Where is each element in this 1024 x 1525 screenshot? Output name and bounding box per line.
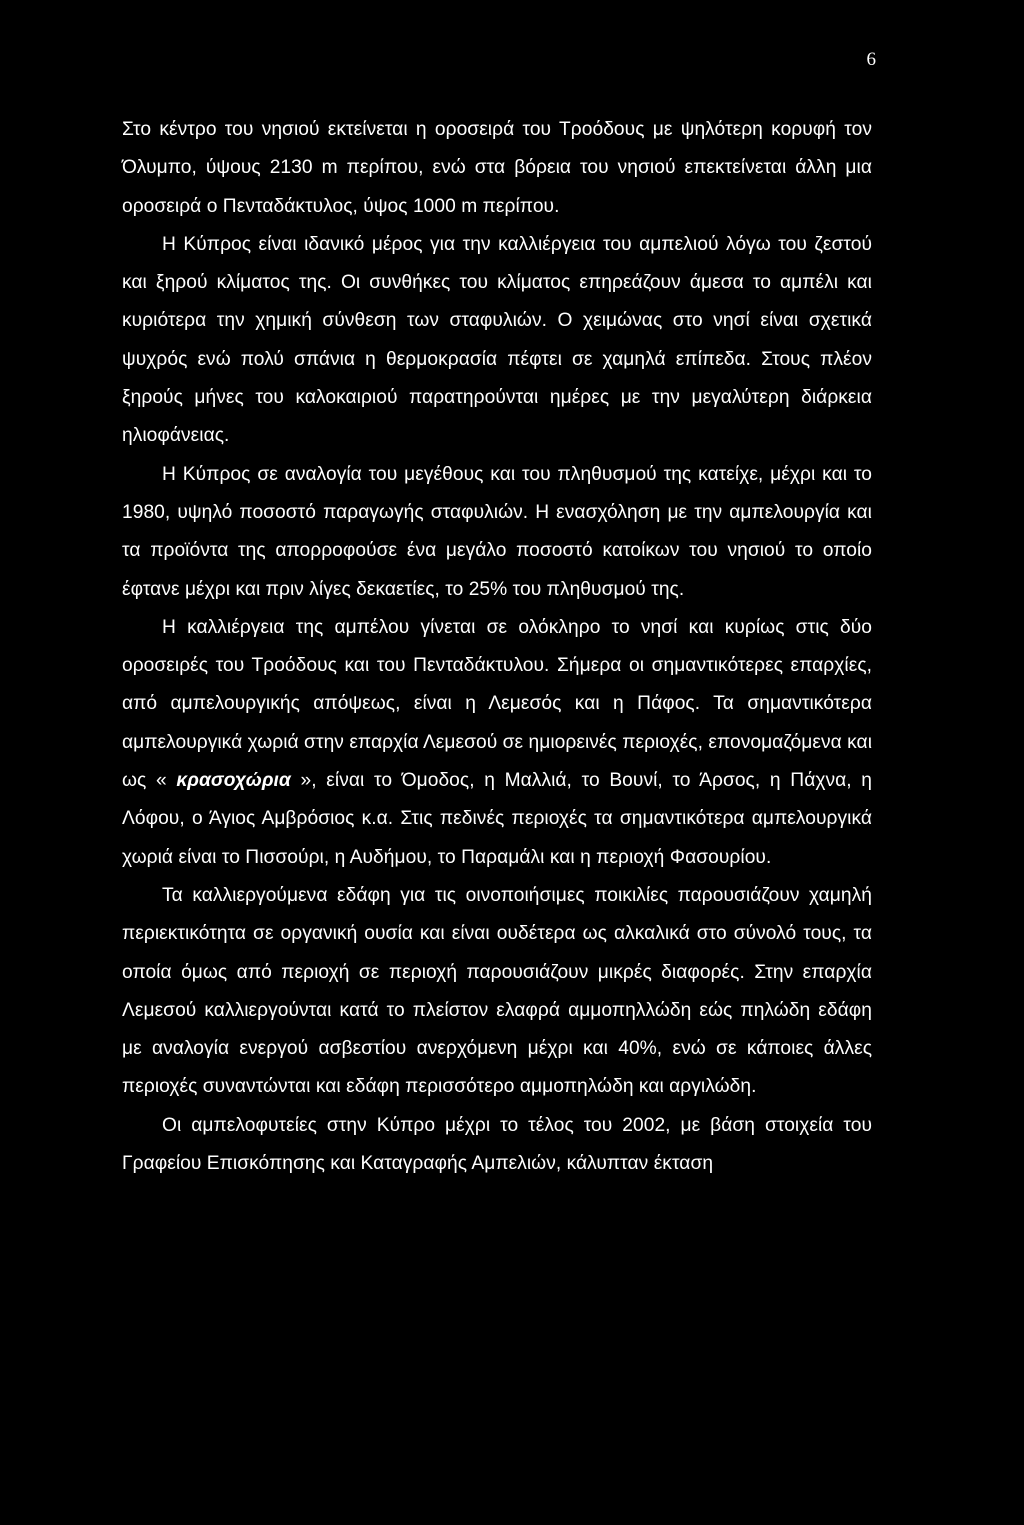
document-body [122,111,872,1183]
paragraph-vineyards-area: Οι αμπελοφυτείες στην Κύπρο μέχρι το τέλος του 2002, με βάση στοιχεία του Γραφείου Επισκόπησης και Καταγραφής Αμπελιών, κάλυπταν έκταση [122,1114,872,1175]
page-number: 6 [866,49,876,70]
paragraph-production-history: Η Κύπρος σε αναλογία του μεγέθους και του πληθυσμού της κατείχε, μέχρι και το 1980, υψηλό ποσοστό παραγωγής σταφυλιών. Η ενασχόληση με την αμπελουργία και τα προϊόντα της απορροφούσε ένα μεγάλο ποσοστό κατοίκων του νησιού το οποίο έφτανε μέχρι και πριν λίγες δεκαετίες, το 25% του πληθυσμού της. [122,463,872,600]
paragraph-mountains: Στο κέντρο του νησιού εκτείνεται η οροσειρά του Τροόδους με ψηλότερη κορυφή τον Όλυμπο, ύψους 2130 m περίπου, ενώ στα βόρεια του νησιού επεκτείνεται άλλη μια οροσειρά ο Πενταδάκτυλος, ύψος 1000 m περίπου. [122,119,872,217]
emphasized-term-krasochoria: κρασοχώρια [176,770,291,792]
wine-regions-text-after: », είναι το Όμοδος, η Μαλλιά, το Βουνί, το Άρσος, η Πάχνα, η Λόφου, ο Άγιος Αμβρόσιος κ.α. Στις πεδινές περιοχές τα σημαντικότερα αμπελουργικά χωριά είναι το Πισσούρι, η Αυδήμου, το Παραμάλι και η περιοχή Φασουρίου. [122,770,873,868]
wine-regions-text-before: Η καλλιέργεια της αμπέλου γίνεται σε ολόκληρο το νησί και κυρίως στις δύο οροσειρές του Τροόδους και του Πενταδάκτυλου. Σήμερα οι σημαντικότερες επαρχίες, από αμπελουργικής απόψεως, είναι η Λεμεσός και η Πάφος. Τα σημαντικότερα αμπελουργικά χωριά στην επαρχία Λεμεσού σε ημιορεινές περιοχές, επονομαζόμενα και ως « [122,616,873,792]
paragraph-soils: Τα καλλιεργούμενα εδάφη για τις οινοποιήσιμες ποικιλίες παρουσιάζουν χαμηλή περιεκτικότητα σε οργανική ουσία και είναι ουδέτερα ως αλκαλικά στο σύνολό τους, τα οποία όμως από περιοχή σε περιοχή παρουσιάζουν μικρές διαφορές. Στην επαρχία Λεμεσού καλλιεργούνται κατά το πλείστον ελαφρά αμμοπηλλώδη εώς πηλώδη εδάφη με αναλογία ενεργού ασβεστίου ανερχόμενη μέχρι και 40%, ενώ σε κάποιες άλλες περιοχές συναντώνται και εδάφη περισσότερο αμμοπηλώδη και αργιλώδη. [122,884,872,1098]
paragraph-climate: Η Κύπρος είναι ιδανικό μέρος για την καλλιέργεια του αμπελιού λόγω του ζεστού και ξηρού κλίματος της. Οι συνθήκες του κλίματος επηρεάζουν άμεσα το αμπέλι και κυριότερα την χημική σύνθεση των σταφυλιών. Ο χειμώνας στο νησί είναι σχετικά ψυχρός ενώ πολύ σπάνια η θερμοκρασία πέφτει σε χαμηλά επίπεδα. Στους πλέον ξηρούς μήνες του καλοκαιριού παρατηρούνται ημέρες με την μεγαλύτερη διάρκεια ηλιοφάνειας. [122,233,872,447]
paragraph-wine-regions [122,609,872,877]
